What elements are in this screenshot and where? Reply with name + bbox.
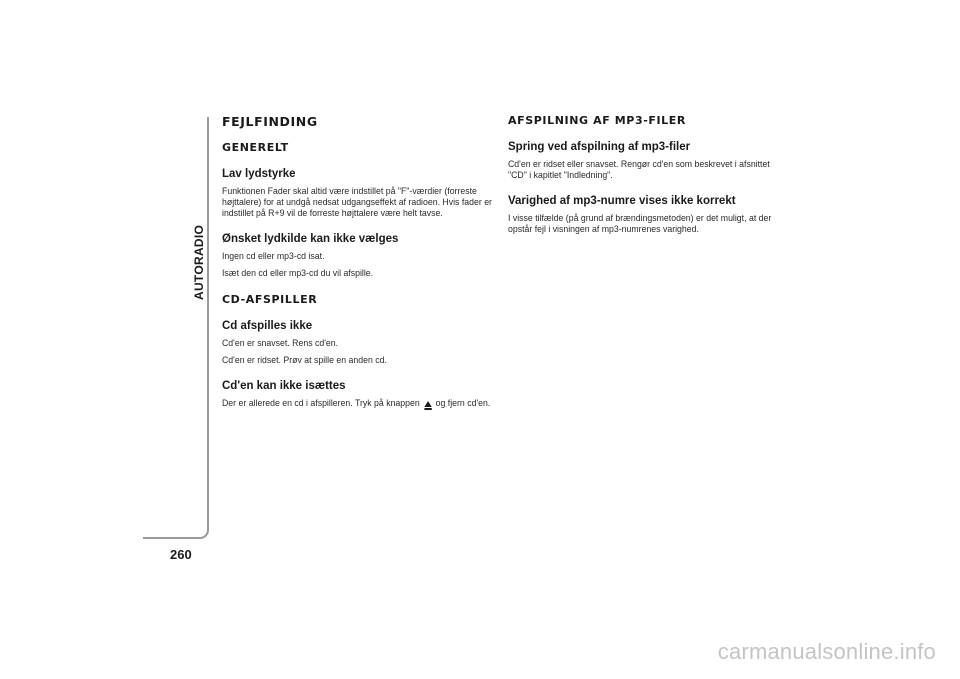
issue-source-select-title: Ønsket lydkilde kan ikke vælges bbox=[222, 233, 399, 245]
issue-mp3-skip-text: Cd'en er ridset eller snavset. Rengør cd'en som beskrevet i afsnittet "CD" i kapitlet "Indledning". bbox=[508, 159, 770, 181]
page-frame-border bbox=[143, 117, 209, 539]
chapter-side-label: AUTORADIO bbox=[192, 224, 206, 300]
issue-mp3-skip-title: Spring ved afspilning af mp3-filer bbox=[508, 141, 691, 153]
issue-cd-not-playing-text-1: Cd'en er snavset. Rens cd'en. bbox=[222, 338, 339, 349]
site-watermark: carmanualsonline.info bbox=[717, 639, 936, 664]
issue-cd-insert-text-before: Der er allerede en cd i afspilleren. Tryk på knappen bbox=[222, 398, 420, 409]
left-column bbox=[222, 114, 497, 415]
issue-cd-not-playing-title: Cd afspilles ikke bbox=[222, 320, 313, 332]
main-heading: FEJLFINDING bbox=[222, 114, 318, 129]
issue-mp3-duration-text: I visse tilfælde (på grund af brændingsmetoden) er det muligt, at der opstår fejl i visningen af mp3-numrenes varighed. bbox=[508, 213, 772, 235]
section-title-general: GENERELT bbox=[222, 141, 289, 154]
issue-cd-insert-title: Cd'en kan ikke isættes bbox=[222, 380, 346, 392]
page-number: 260 bbox=[170, 547, 192, 562]
eject-icon bbox=[424, 401, 431, 407]
issue-low-volume-title: Lav lydstyrke bbox=[222, 168, 296, 180]
issue-cd-not-playing-text-2: Cd'en er ridset. Prøv at spille en anden cd. bbox=[222, 355, 387, 366]
section-title-mp3: AFSPILNING AF MP3-FILER bbox=[508, 114, 686, 127]
issue-cd-insert-text bbox=[222, 398, 495, 409]
section-title-cd-player: CD-AFSPILLER bbox=[222, 293, 318, 306]
issue-source-select-text-1: Ingen cd eller mp3-cd isat. bbox=[222, 251, 325, 262]
right-column bbox=[508, 114, 778, 241]
issue-source-select-text-2: Isæt den cd eller mp3-cd du vil afspille. bbox=[222, 268, 374, 279]
issue-cd-insert-text-after: og fjern cd'en. bbox=[435, 398, 491, 409]
issue-mp3-duration-title: Varighed af mp3-numre vises ikke korrekt bbox=[508, 195, 736, 207]
issue-low-volume-text: Funktionen Fader skal altid være indstillet på "F"-værdier (forreste højttalere) for at undgå nedsat udgangseffekt af radioen. Hvis fader er indstillet på R+9 vil de forreste højttalere være helt tavse. bbox=[222, 186, 492, 219]
